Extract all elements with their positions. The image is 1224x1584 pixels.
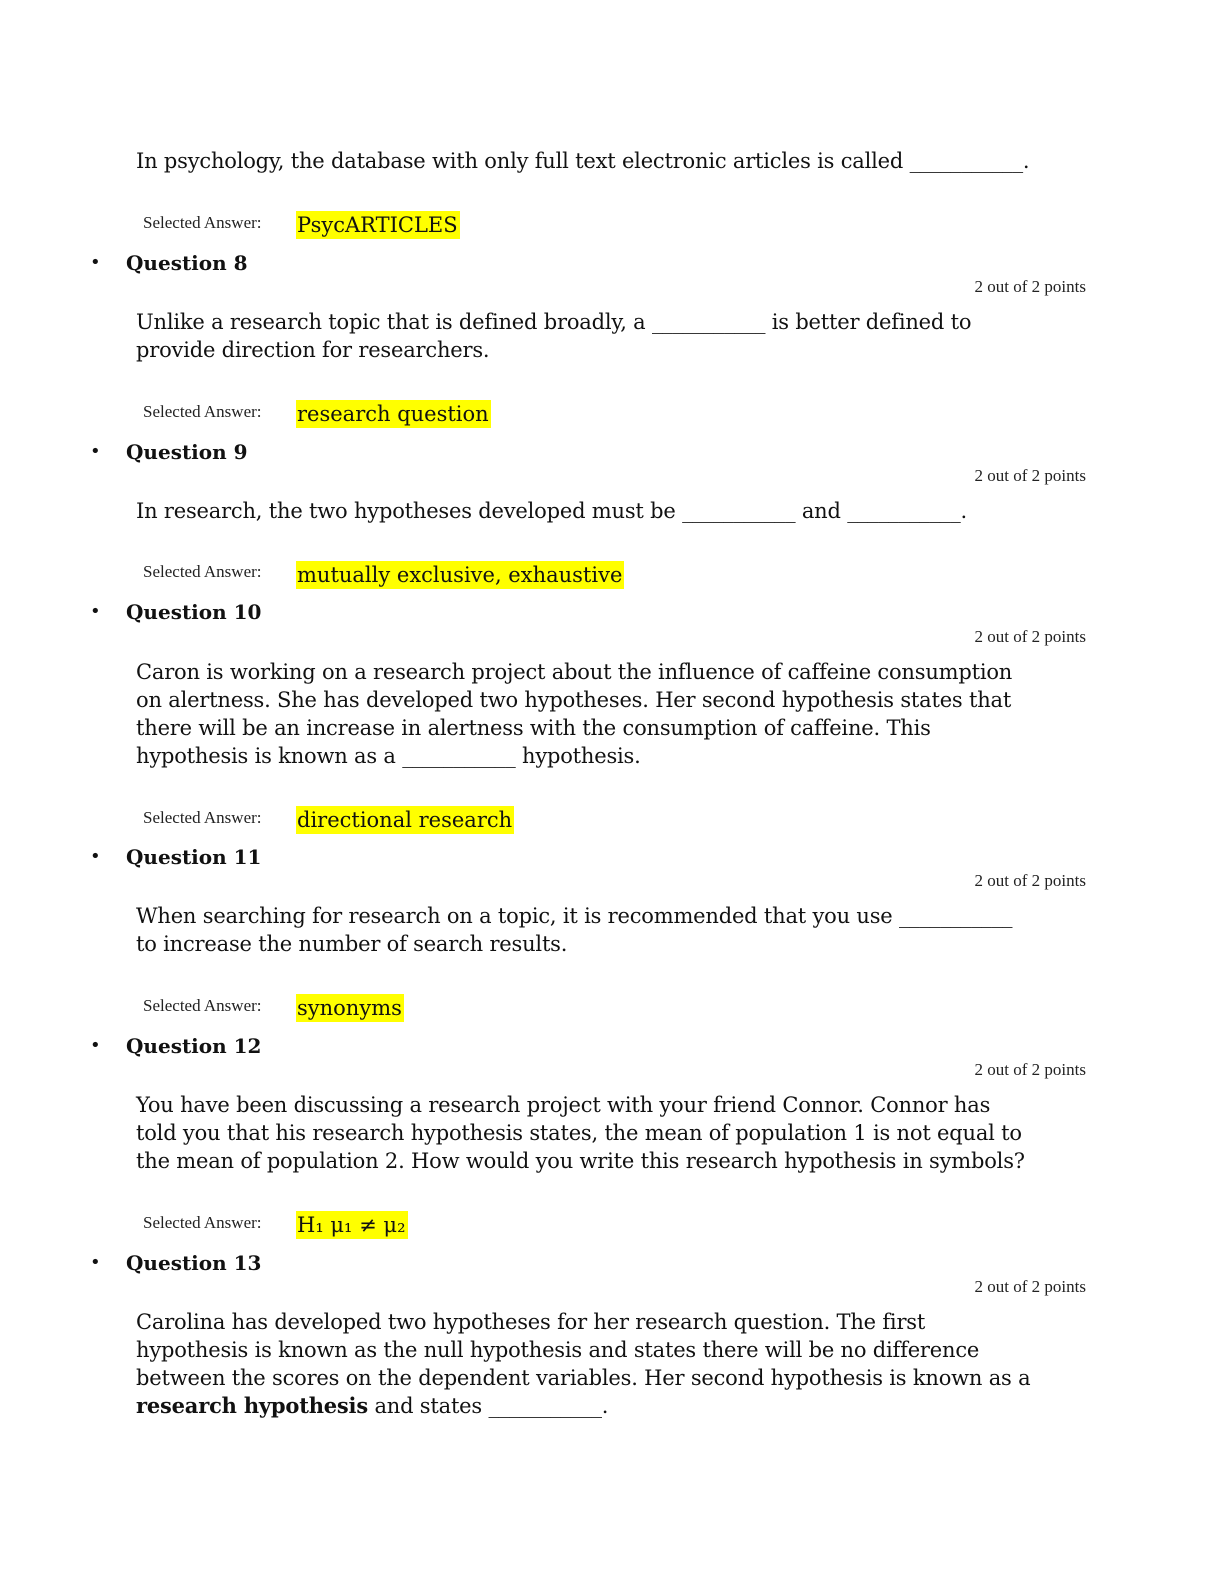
bullet-icon: • — [90, 1252, 101, 1273]
question-text: When searching for research on a topic, it is recommended that you use ___________ to increase the number of search results. — [136, 904, 1013, 956]
question-text-part: Carolina has developed two hypotheses for her research question. The first hypothesis is known as the null hypothesis and states there will be no difference between the scores on the dependent variables. Her second hypothesis is known as a — [136, 1310, 1031, 1390]
points-score: 2 out of 2 points — [974, 277, 1086, 296]
selected-answer-value: mutually exclusive, exhaustive — [297, 563, 623, 587]
selected-answer-label: Selected Answer: — [143, 562, 262, 581]
question-text — [136, 1308, 1036, 1420]
selected-answer-value: research question — [297, 402, 489, 426]
points-score: 2 out of 2 points — [974, 466, 1086, 485]
points-score: 2 out of 2 points — [974, 1060, 1086, 1079]
question-text: You have been discussing a research project with your friend Connor. Connor has told you that his research hypothesis states, the mean of population 1 is not equal to the mean of population 2. How would you write this research hypothesis in symbols? — [136, 1093, 1025, 1173]
question-title: Question 12 — [126, 1034, 262, 1058]
selected-answer-label: Selected Answer: — [143, 402, 262, 421]
bullet-icon: • — [90, 846, 101, 867]
question-title: Question 8 — [126, 251, 248, 275]
question-title: Question 10 — [126, 600, 262, 624]
selected-answer-value: H₁ μ₁ ≠ μ₂ — [297, 1213, 406, 1237]
question-text: Unlike a research topic that is defined broadly, a ___________ is better defined to provide direction for researchers. — [136, 310, 972, 362]
question-title: Question 11 — [126, 845, 262, 869]
points-score: 2 out of 2 points — [974, 627, 1086, 646]
bullet-icon: • — [90, 601, 101, 622]
question-7-text: In psychology, the database with only full text electronic articles is called ___________. — [136, 149, 1030, 173]
selected-answer-label: Selected Answer: — [143, 996, 262, 1015]
selected-answer-label: Selected Answer: — [143, 1213, 262, 1232]
question-text-bold: research hypothesis — [136, 1393, 368, 1418]
question-title: Question 13 — [126, 1251, 262, 1275]
question-text: In research, the two hypotheses developed must be ___________ and ___________. — [136, 499, 967, 523]
points-score: 2 out of 2 points — [974, 1277, 1086, 1296]
selected-answer-value: synonyms — [297, 996, 402, 1020]
bullet-icon: • — [90, 441, 101, 462]
bullet-icon: • — [90, 252, 101, 273]
selected-answer-value: directional research — [297, 808, 513, 832]
question-title: Question 9 — [126, 440, 248, 464]
bullet-icon: • — [90, 1035, 101, 1056]
question-text-part: and states ___________. — [367, 1394, 609, 1418]
points-score: 2 out of 2 points — [974, 871, 1086, 890]
selected-answer-label: Selected Answer: — [143, 808, 262, 827]
selected-answer-label: Selected Answer: — [143, 213, 262, 232]
selected-answer-value: PsycARTICLES — [297, 213, 458, 237]
question-text: Caron is working on a research project about the influence of caffeine consumption on alertness. She has developed two hypotheses. Her second hypothesis states that there will be an increase in alertness with the consumption of caffeine. This hypothesis is known as a ___________ hypothesis. — [136, 660, 1013, 768]
